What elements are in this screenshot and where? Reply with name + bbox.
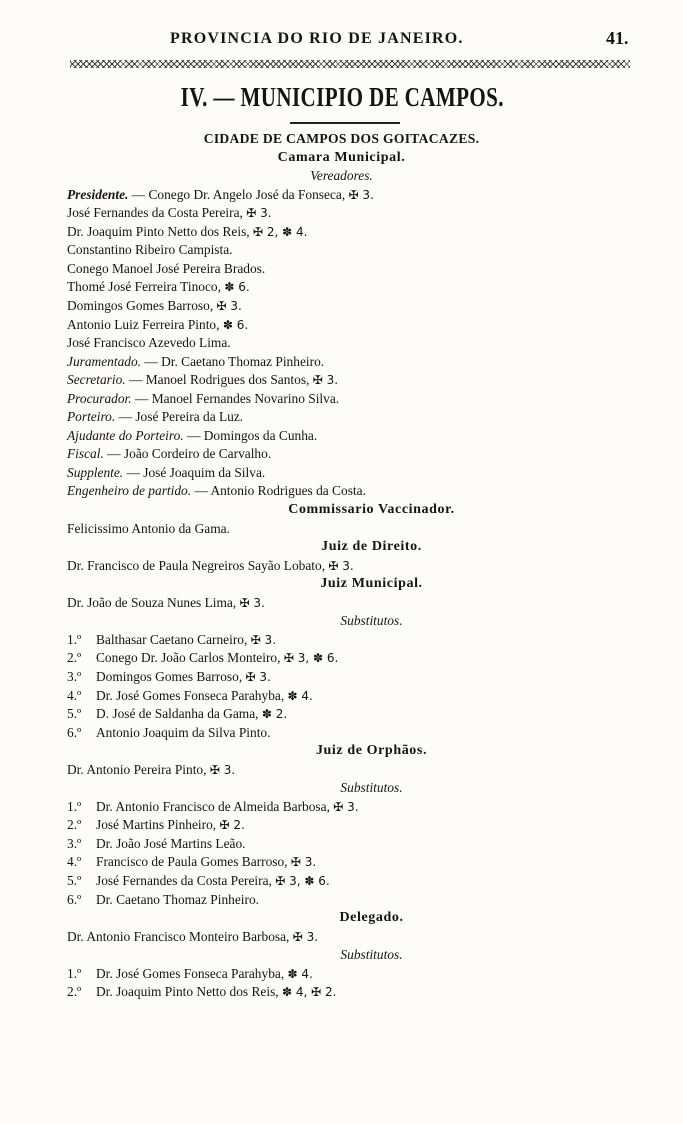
office-title: Supplente. <box>67 464 124 480</box>
entry-text: Balthasar Caetano Carneiro, <box>96 631 251 647</box>
entry-number: 6.º <box>67 891 82 907</box>
subheading: Juiz de Direito. <box>321 539 422 555</box>
entry-line <box>67 391 339 407</box>
entry-number: 1.º <box>67 965 82 981</box>
section-title: IV. — MUNICIPIO DE CAMPOS. <box>180 82 504 112</box>
order-cross-icon: ✠ 3. <box>216 298 242 313</box>
order-cross-icon: ✠ 3. <box>333 799 359 814</box>
subheading: Camara Municipal. <box>277 149 406 165</box>
subheading: Commissario Vaccinador. <box>288 502 455 517</box>
entry-number: 1.º <box>67 631 82 647</box>
entry-number: 2.º <box>67 650 82 666</box>
entry-number: 2.º <box>67 817 82 833</box>
office-title: Presidente. <box>67 186 129 202</box>
entry-text: Conego Dr. João Carlos Monteiro, <box>96 650 284 666</box>
order-cross-icon: ✠ 3. <box>250 632 277 647</box>
page-number: 41. <box>606 28 629 48</box>
entry-text: Domingos Gomes Barroso, <box>67 297 217 313</box>
entry-line <box>67 317 248 333</box>
entry-line <box>67 483 366 499</box>
entry-text: Dr. Antonio Pereira Pinto, <box>67 761 210 777</box>
entry-line <box>67 298 242 314</box>
entry-text: Felicissimo Antonio da Gama. <box>67 520 230 536</box>
order-cross-icon: ✠ 3. <box>292 929 319 944</box>
entry-text: Francisco de Paula Gomes Barroso, <box>96 854 291 870</box>
entry-text: José Francisco Azevedo Lima. <box>67 335 231 351</box>
entry-text: Constantino Ribeiro Campista. <box>67 242 233 258</box>
order-cross-icon: ✽ 6. <box>224 280 250 295</box>
subheading: Juiz Municipal. <box>320 576 423 592</box>
entry-line <box>67 817 245 833</box>
order-cross-icon: ✠ 3. <box>290 855 317 870</box>
entry-text: José Martins Pinheiro, <box>96 817 220 833</box>
entry-line <box>67 335 231 351</box>
entry-line <box>67 836 246 852</box>
order-cross-icon: ✽ 6. <box>222 317 249 332</box>
entry-line <box>67 354 324 370</box>
subheading: Delegado. <box>339 910 404 926</box>
entry-number: 3.º <box>67 835 82 851</box>
entry-number: 5.º <box>67 706 82 722</box>
office-title: Engenheiro de partido. <box>67 483 192 499</box>
entry-text: Dr. José Gomes Fonseca Parahyba, <box>96 687 288 703</box>
entry-text: — Manoel Rodrigues dos Santos, <box>125 372 313 388</box>
order-cross-icon: ✠ 3. <box>328 558 354 573</box>
entry-text: Thomé José Ferreira Tinoco, <box>67 279 225 295</box>
entry-text: Dr. João de Souza Nunes Lima, <box>67 594 240 610</box>
entry-line <box>67 446 271 462</box>
office-title: Fiscal. <box>67 446 104 462</box>
entry-line <box>67 706 287 722</box>
entry-number: 1.º <box>67 798 82 814</box>
order-cross-icon: ✽ 4, ✠ 2. <box>281 985 337 1000</box>
order-cross-icon: ✽ 2. <box>261 707 288 722</box>
entry-line <box>67 465 265 481</box>
entry-text: Dr. Antonio Francisco de Almeida Barbosa, <box>96 798 334 814</box>
entry-text: Dr. Joaquim Pinto Netto dos Reis, <box>96 984 282 1000</box>
entry-line <box>67 205 272 221</box>
entry-line <box>67 929 318 945</box>
office-title: Secretario. <box>67 372 126 388</box>
entry-line <box>67 224 307 240</box>
entry-text: D. José de Saldanha da Gama, <box>96 706 262 722</box>
entry-text: — Domingos da Cunha. <box>183 427 318 443</box>
entry-number: 3.º <box>67 668 82 684</box>
entry-line <box>67 892 259 908</box>
entry-line <box>67 372 338 388</box>
entry-number: 4.º <box>67 687 82 703</box>
entry-text: — José Pereira da Luz. <box>115 409 244 425</box>
entry-number: 6.º <box>67 724 82 740</box>
entry-line <box>67 409 243 425</box>
entry-text: José Fernandes da Costa Pereira, <box>67 205 247 221</box>
order-cross-icon: ✠ 3, ✽ 6. <box>283 651 339 666</box>
entry-text: Conego Manoel José Pereira Brados. <box>67 260 266 276</box>
subheading-italic: Vereadores. <box>310 168 373 184</box>
entry-text: — Conego Dr. Angelo José da Fonseca, <box>128 186 349 202</box>
entry-text: Antonio Joaquim da Silva Pinto. <box>96 724 271 740</box>
entry-text: Dr. Antonio Francisco Monteiro Barbosa, <box>67 928 293 944</box>
order-cross-icon: ✠ 2, ✽ 4. <box>252 224 308 239</box>
entry-text: Dr. José Gomes Fonseca Parahyba, <box>96 965 288 981</box>
entry-text: Antonio Luiz Ferreira Pinto, <box>67 316 223 332</box>
entry-line <box>67 650 338 666</box>
entry-line <box>67 242 233 258</box>
subheading: CIDADE DE CAMPOS DOS GOITACAZES. <box>203 131 480 146</box>
order-cross-icon: ✠ 3. <box>239 595 265 610</box>
entry-text: — Antonio Rodrigues da Costa. <box>191 483 366 499</box>
order-cross-icon: ✠ 3, ✽ 6. <box>275 874 330 888</box>
entry-line <box>67 854 316 870</box>
entry-text: José Fernandes da Costa Pereira, <box>96 873 276 888</box>
order-cross-icon: ✽ 4. <box>287 966 313 981</box>
entry-text: Dr. Joaquim Pinto Netto dos Reis, <box>67 223 253 239</box>
subheading: Juiz de Orphãos. <box>315 743 428 759</box>
entry-number: 2.º <box>67 984 82 1000</box>
office-title: Porteiro. <box>67 409 116 425</box>
entry-line <box>67 558 354 574</box>
office-title: Ajudante do Porteiro. <box>67 427 184 443</box>
entry-line <box>67 595 265 611</box>
entry-line <box>67 669 271 685</box>
office-title: Procurador. <box>67 390 132 406</box>
entry-line <box>67 521 230 537</box>
entry-text: Domingos Gomes Barroso, <box>96 668 246 684</box>
entry-line <box>67 873 330 889</box>
entry-text: Dr. Francisco de Paula Negreiros Sayão Lobato, <box>67 557 329 573</box>
entry-line <box>67 984 336 1000</box>
entry-line <box>67 966 313 982</box>
entry-line <box>67 725 270 741</box>
entry-line <box>67 762 235 778</box>
running-title: PROVINCIA DO RIO DE JANEIRO. <box>170 30 464 47</box>
order-cross-icon: ✠ 2. <box>219 818 245 833</box>
entry-number: 4.º <box>67 854 82 870</box>
entry-text: Dr. Caetano Thomaz Pinheiro. <box>96 891 260 907</box>
entry-line <box>67 261 265 277</box>
office-title: Juramentado. <box>67 353 142 369</box>
entry-line <box>67 187 374 203</box>
subheading-italic: Substitutos. <box>340 613 403 629</box>
entry-number: 5.º <box>67 873 82 888</box>
order-cross-icon: ✠ 3. <box>209 762 236 777</box>
order-cross-icon: ✽ 4. <box>287 688 313 703</box>
entry-line <box>67 799 359 815</box>
subheading-italic: Substitutos. <box>340 780 403 796</box>
entry-line <box>67 688 313 704</box>
entry-text: — Dr. Caetano Thomaz Pinheiro. <box>141 353 325 369</box>
order-cross-icon: ✠ 3. <box>348 187 374 202</box>
entry-line <box>67 428 317 444</box>
order-cross-icon: ✠ 3. <box>312 373 339 388</box>
order-cross-icon: ✠ 3. <box>245 669 271 684</box>
entry-line <box>67 279 250 295</box>
entry-text: — José Joaquim da Silva. <box>123 464 266 480</box>
entry-text: Dr. João José Martins Leão. <box>96 835 246 851</box>
order-cross-icon: ✠ 3. <box>246 206 272 221</box>
entry-text: — João Cordeiro de Carvalho. <box>103 446 272 462</box>
subheading-italic: Substitutos. <box>340 947 403 963</box>
entry-text: — Manoel Fernandes Novarino Silva. <box>131 390 340 406</box>
entry-line <box>67 632 276 648</box>
